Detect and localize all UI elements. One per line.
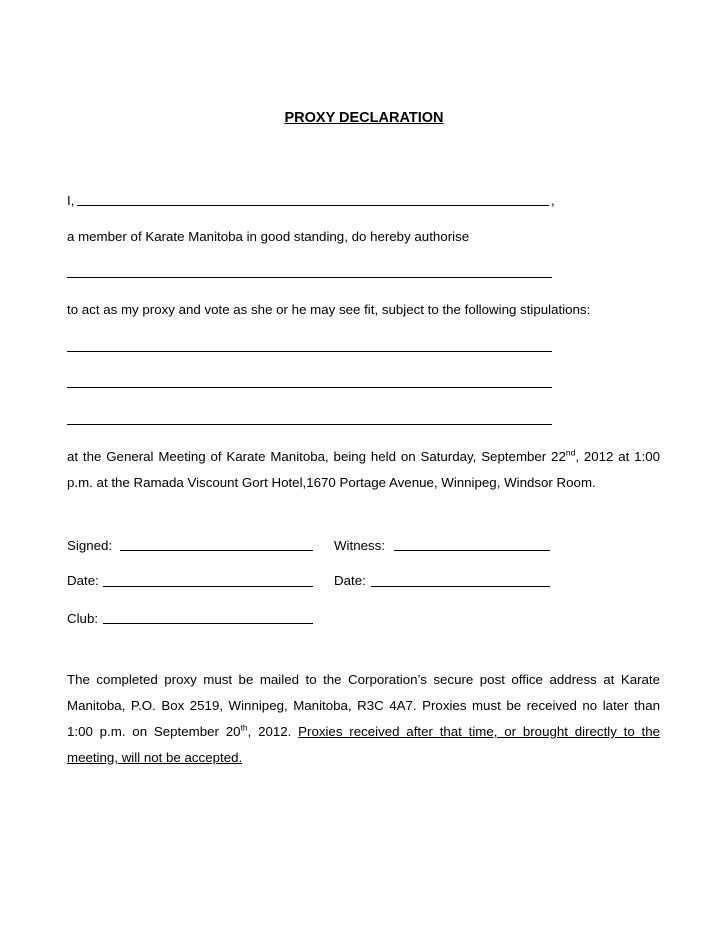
date-left-line[interactable]	[103, 586, 313, 587]
deadline-date-suffix: th	[240, 722, 248, 733]
stipulation-line-1[interactable]	[67, 351, 552, 352]
proxy-statement: to act as my proxy and vote as she or he may see fit, subject to the following stipulations:	[67, 302, 591, 317]
club-label: Club:	[67, 611, 99, 626]
signed-line[interactable]	[120, 550, 313, 551]
name-suffix: ,	[551, 193, 555, 208]
instructions-paragraph	[67, 667, 660, 771]
date-left-label: Date:	[67, 573, 99, 588]
late-proxies-notice: Proxies received after that time, or brought directly to the meeting, will not be accepted.	[67, 724, 661, 765]
name-prefix: I,	[67, 193, 75, 208]
club-line[interactable]	[103, 623, 313, 624]
authorise-statement: a member of Karate Manitoba in good standing, do hereby authorise	[67, 229, 470, 244]
instructions-text-2: , 2012.	[247, 724, 299, 739]
witness-label: Witness:	[334, 538, 385, 553]
meeting-text-1: at the General Meeting of Karate Manitoba, being held on Saturday, September 22	[67, 449, 566, 464]
member-name-line[interactable]	[77, 205, 549, 206]
signed-label: Signed:	[67, 538, 113, 553]
document-title: PROXY DECLARATION	[284, 110, 444, 126]
proxy-name-line[interactable]	[67, 277, 552, 278]
date-right-label: Date:	[334, 573, 366, 588]
meeting-date-suffix: nd	[565, 447, 576, 458]
stipulation-line-3[interactable]	[67, 424, 552, 425]
meeting-text-2: , 2012 at 1:00 p.m. at the Ramada Viscount Gort Hotel,1670 Portage Avenue, Winnipeg, Windsor Room.	[67, 449, 660, 490]
instructions-text-1: The completed proxy must be mailed to the Corporation’s secure post office address at Karate Manitoba, P.O. Box 2519, Winnipeg, Manitoba, R3C 4A7. Proxies must be received no later than 1:00 p.m. on September 20	[67, 672, 660, 739]
date-right-line[interactable]	[371, 586, 550, 587]
meeting-paragraph	[67, 444, 660, 496]
witness-line[interactable]	[394, 550, 550, 551]
stipulation-line-2[interactable]	[67, 387, 552, 388]
